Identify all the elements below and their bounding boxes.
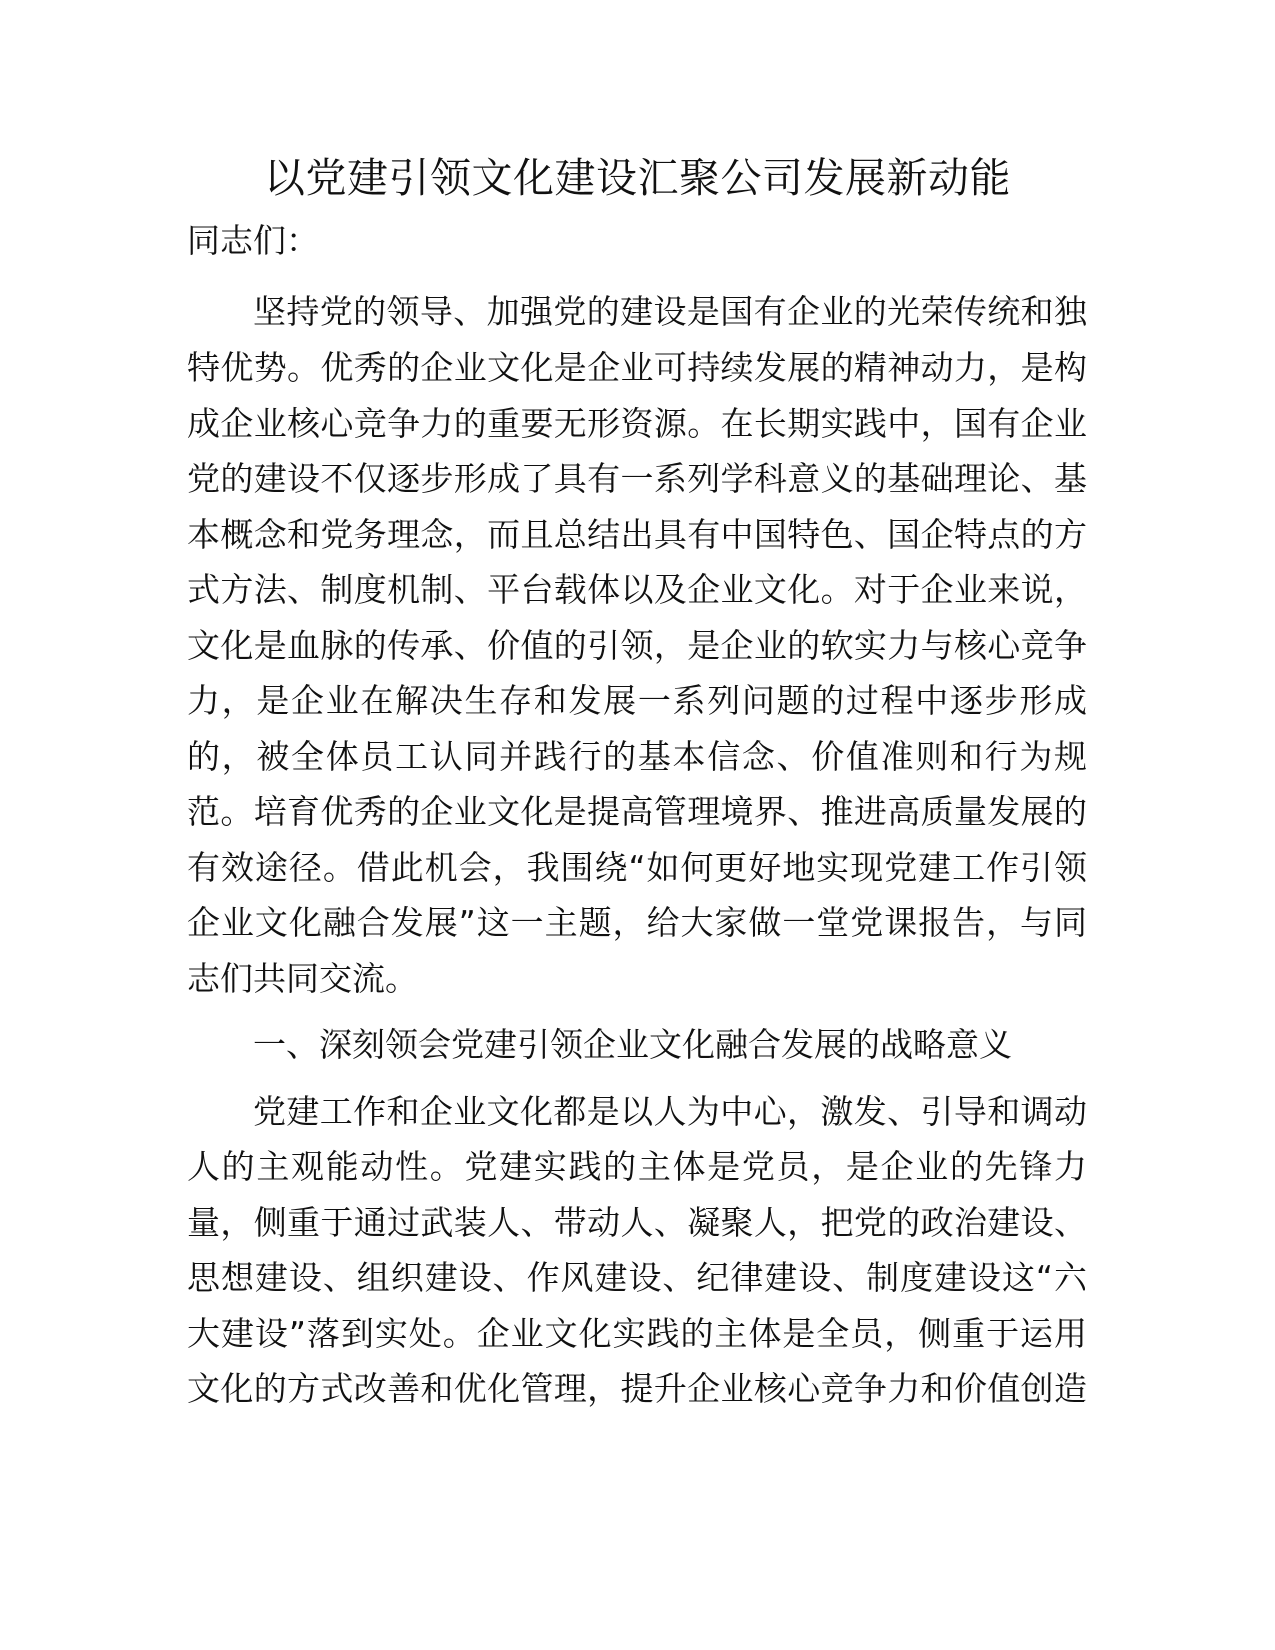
section-line: 量，侧重于通过武装人、带动人、凝聚人，把党的政治建设、 <box>187 1203 1087 1242</box>
intro-line: 力，是企业在解决生存和发展一系列问题的过程中逐步形成 <box>187 681 1087 720</box>
section-line: 党建工作和企业文化都是以人为中心，激发、引导和调动 <box>253 1092 1087 1131</box>
intro-line: 范。培育优秀的企业文化是提高管理境界、推进高质量发展的 <box>187 792 1087 831</box>
intro-line: 志们共同交流。 <box>187 959 418 998</box>
intro-line: 文化是血脉的传承、价值的引领，是企业的软实力与核心竞争 <box>187 626 1087 665</box>
intro-line: 党的建设不仅逐步形成了具有一系列学科意义的基础理论、基 <box>187 459 1087 498</box>
intro-line: 特优势。优秀的企业文化是企业可持续发展的精神动力，是构 <box>187 348 1087 387</box>
intro-line: 成企业核心竞争力的重要无形资源。在长期实践中，国有企业 <box>187 404 1087 443</box>
intro-line: 的，被全体员工认同并践行的基本信念、价值准则和行为规 <box>187 737 1087 776</box>
salutation: 同志们： <box>187 221 319 260</box>
intro-line: 企业文化融合发展”这一主题，给大家做一堂党课报告，与同 <box>187 903 1087 942</box>
document-title: 以党建引领文化建设汇聚公司发展新动能 <box>264 154 1011 202</box>
intro-line: 有效途径。借此机会，我围绕“如何更好地实现党建工作引领 <box>187 848 1087 887</box>
section-line: 思想建设、组织建设、作风建设、纪律建设、制度建设这“六 <box>187 1258 1087 1297</box>
intro-line: 坚持党的领导、加强党的建设是国有企业的光荣传统和独 <box>253 292 1087 331</box>
section-line: 人的主观能动性。党建实践的主体是党员，是企业的先锋力 <box>187 1147 1087 1186</box>
intro-line: 本概念和党务理念，而且总结出具有中国特色、国企特点的方 <box>187 515 1087 554</box>
section-line: 文化的方式改善和优化管理，提升企业核心竞争力和价值创造 <box>187 1369 1087 1408</box>
section-heading: 一、深刻领会党建引领企业文化融合发展的战略意义 <box>253 1025 1012 1064</box>
section-line: 大建设”落到实处。企业文化实践的主体是全员，侧重于运用 <box>187 1314 1087 1353</box>
intro-line: 式方法、制度机制、平台载体以及企业文化。对于企业来说， <box>187 570 1087 609</box>
